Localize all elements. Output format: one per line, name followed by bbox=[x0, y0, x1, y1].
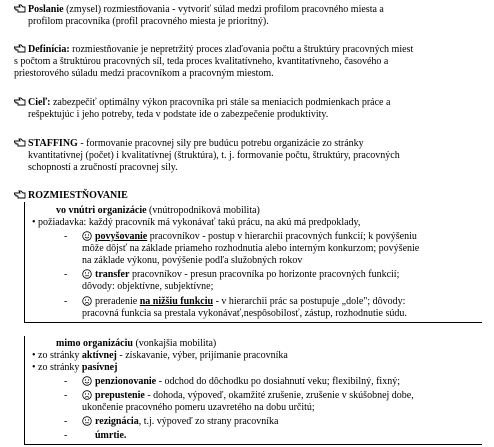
item-heading: transfer bbox=[95, 269, 130, 280]
active-line bbox=[32, 350, 288, 362]
staffing-line-3: schopností a zručností pracovnej sily. bbox=[28, 162, 178, 173]
tree-line bbox=[24, 202, 25, 322]
paragraph-definicia bbox=[14, 44, 480, 56]
staffing-line-2: kvantitatívnej (počet) i kvalitatívnej (štruktúra), t. j. formovanie počtu, štruktúry, pracovných bbox=[28, 150, 400, 161]
section-title bbox=[14, 190, 128, 202]
inside-org-subtitle: (vnútropodniková mobilita) bbox=[146, 205, 260, 216]
smiley-happy-icon bbox=[82, 231, 95, 243]
tree-line bbox=[24, 322, 482, 323]
item-text-line-2: pracovná funkcia sa prestala vykonávať,nespôsobilosť, zástup, rozhodnutie súdu. bbox=[82, 308, 407, 319]
staffing-text-1: - formovanie pracovnej sily pre budúcu potrebu organizácie zo stránky bbox=[77, 138, 364, 149]
requirement-label: • požiadavka: bbox=[32, 217, 87, 228]
list-dash: - bbox=[64, 231, 68, 242]
item-text-line-2: ukončenie pracovného pomeru uzavretého na dobu určitú; bbox=[82, 402, 315, 413]
pointing-hand-icon bbox=[14, 4, 28, 16]
inside-org-title: vo vnútri organizácie bbox=[56, 205, 147, 216]
item-text-line-1: pracovníkov - postup v hierarchii pracovných funkcií; k povýšeniu bbox=[147, 231, 417, 242]
smiley-sad-icon bbox=[82, 390, 95, 402]
item-text-line-1: , t.j. výpoveď zo strany pracovníka bbox=[138, 416, 279, 427]
list-item-penzionovanie bbox=[64, 376, 400, 388]
pointing-hand-icon bbox=[14, 44, 28, 56]
definicia-label: Definícia: bbox=[28, 44, 70, 55]
list-item-rezignacia bbox=[64, 416, 278, 428]
tree-line bbox=[24, 336, 25, 444]
item-text-line-2: môže dôjsť na základe priameho rozhodnutia alebo interným konkurzom; povýšenie bbox=[82, 243, 420, 254]
active-text: - získavanie, výber, prijímanie pracovníka bbox=[116, 350, 288, 361]
item-heading: na nižšiu funkciu bbox=[139, 296, 214, 307]
item-heading: povyšovanie bbox=[95, 231, 148, 242]
section-title-text: ROZMIESTŇOVANIE bbox=[28, 190, 128, 201]
list-item-umrtie bbox=[64, 430, 126, 442]
item-heading: penzionovanie bbox=[95, 376, 157, 387]
list-item-povysovanie bbox=[64, 231, 417, 243]
list-dash: - bbox=[64, 296, 68, 307]
list-item-preradenie bbox=[64, 296, 405, 308]
outside-org-heading bbox=[56, 338, 216, 350]
item-text-line-1: - v hierarchii prác sa postupuje „dole"; dôvody: bbox=[213, 296, 406, 307]
requirement-line bbox=[32, 217, 360, 229]
item-heading: úmrtie. bbox=[95, 430, 127, 441]
outside-org-title: mimo organizáciu bbox=[56, 338, 133, 349]
paragraph-poslanie bbox=[14, 4, 480, 16]
list-dash: - bbox=[64, 269, 68, 280]
active-label: aktívnej bbox=[81, 350, 117, 361]
ciel-line-2: rešpektujúc i jeho potreby, teda v podstate ide o zabezpečenie produktivity. bbox=[28, 109, 329, 120]
smiley-neutral-icon bbox=[82, 416, 95, 428]
tree-line bbox=[24, 444, 482, 445]
passive-label: pasívnej bbox=[81, 362, 118, 373]
active-prefix: • zo stránky bbox=[32, 350, 82, 361]
list-item-transfer bbox=[64, 269, 399, 281]
inside-org-heading bbox=[56, 205, 260, 217]
staffing-label: STAFFING bbox=[28, 138, 78, 149]
smiley-happy-icon bbox=[82, 376, 95, 388]
smiley-neutral-icon bbox=[82, 269, 95, 281]
definicia-line-2: s počtom a štruktúrou pracovných síl, teda proces kvalitatívneho, kvantitatívneho, časového a bbox=[14, 56, 389, 67]
list-dash: - bbox=[64, 390, 68, 401]
pointing-hand-icon bbox=[14, 138, 28, 150]
passive-line bbox=[32, 362, 117, 374]
list-dash: - bbox=[64, 416, 68, 427]
item-text-line-1: - odchod do dôchodku po dosiahnutí veku; flexibilný, fixný; bbox=[156, 376, 400, 387]
list-item-prepustenie bbox=[64, 390, 414, 402]
smiley-sad-icon bbox=[82, 296, 95, 308]
item-text-line-2: dôvody: objektívne, subjektívne; bbox=[82, 281, 214, 292]
list-dash: - bbox=[64, 430, 68, 441]
definicia-line-3: priestorového súladu medzi pracovníkom a pracovným miestom. bbox=[14, 68, 274, 79]
pointing-hand-icon bbox=[14, 190, 28, 202]
poslanie-text-1: (zmysel) rozmiestňovania - vytvoriť súlad medzi profilom pracovného miesta a bbox=[63, 4, 384, 15]
item-text-line-3: na základe výkonu, povýšenie podľa služobných rokov bbox=[82, 255, 303, 266]
paragraph-staffing bbox=[14, 138, 480, 150]
item-prefix: preradenie bbox=[95, 296, 140, 307]
item-text-line-1: pracovníkov - presun pracovníka po horizonte pracovných funkcií; bbox=[129, 269, 400, 280]
item-heading: prepustenie bbox=[95, 390, 145, 401]
item-heading: rezignácia bbox=[95, 416, 139, 427]
outside-org-subtitle: (vonkajšia mobilita) bbox=[132, 338, 217, 349]
definicia-text-1: rozmiestňovanie je nepretržitý proces zlaďovania počtu a štruktúry pracovných miest bbox=[69, 44, 414, 55]
poslanie-line-2: profilom pracovníka (profil pracovného miesta je prioritný). bbox=[28, 16, 269, 27]
pointing-hand-icon bbox=[14, 97, 28, 109]
paragraph-ciel bbox=[14, 97, 480, 109]
ciel-label: Cieľ: bbox=[28, 97, 51, 108]
item-text-line-1: - dohoda, výpoveď, okamžité zrušenie, zrušenie v skúšobnej dobe, bbox=[144, 390, 414, 401]
requirement-text: každý pracovník má vykonávať takú prácu, na akú má predpoklady, bbox=[86, 217, 361, 228]
poslanie-label: Poslanie bbox=[28, 4, 64, 15]
passive-prefix: • zo stránky bbox=[32, 362, 82, 373]
list-dash: - bbox=[64, 376, 68, 387]
ciel-text-1: zabezpečiť optimálny výkon pracovníka pri stále sa meniacich podmienkach práce a bbox=[50, 97, 391, 108]
